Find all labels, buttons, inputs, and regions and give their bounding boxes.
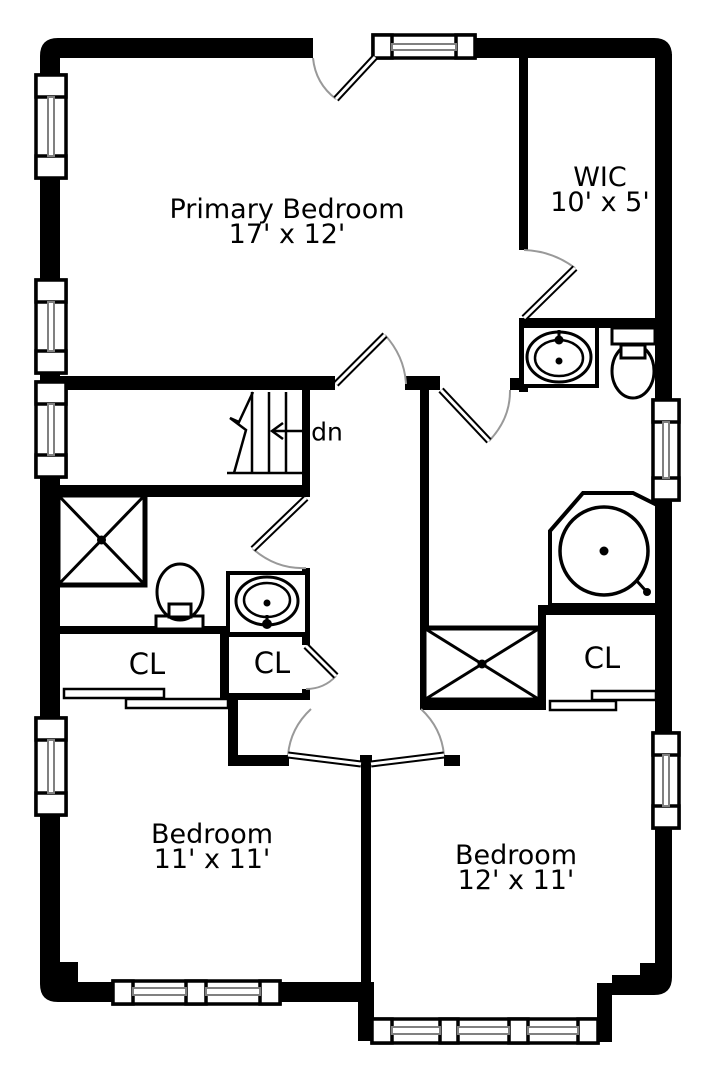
door-balcony [313, 57, 375, 99]
window-left-2 [36, 280, 66, 373]
room-label-wic [550, 164, 650, 216]
window-bay-triple [372, 1019, 598, 1043]
sliding-door-closet-right [550, 691, 656, 710]
closet-label-right: CL [583, 641, 621, 675]
window-right-1 [653, 400, 679, 500]
window-right-2 [653, 733, 679, 828]
stair-break-line [230, 392, 253, 473]
stair-down-arrow [272, 423, 303, 439]
stairs-down-label: dn [311, 417, 343, 447]
window-left-1 [36, 75, 66, 178]
wic-dims: 10' x 5' [550, 187, 650, 218]
bedroom-right-dims: 12' x 11' [457, 865, 575, 896]
door-primary-bath [441, 390, 510, 441]
door-hall-bath [253, 498, 306, 568]
stairs [227, 392, 303, 473]
window-left-3 [36, 382, 66, 477]
door-wic [524, 250, 575, 318]
room-label-primary-bedroom [169, 196, 404, 248]
window-left-4 [36, 718, 66, 815]
toilet-icon-ensuite [612, 328, 655, 398]
window-top [373, 35, 475, 58]
door-closet-mid [306, 646, 336, 689]
bedroom-right-name: Bedroom [454, 840, 578, 871]
door-primary-bedroom [336, 335, 406, 384]
primary-bedroom-name: Primary Bedroom [169, 194, 405, 225]
shower-icon-hall-bath [58, 495, 145, 585]
bedroom-left-dims: 11' x 11' [153, 844, 271, 875]
sink-icon-hall-bath [228, 573, 307, 634]
closet-label-left: CL [128, 647, 166, 681]
door-bedroom-right [371, 709, 444, 764]
bedroom-left-name: Bedroom [150, 819, 274, 850]
sliding-door-closet-left [64, 689, 228, 708]
closet-label-mid: CL [253, 646, 291, 680]
shower-icon-primary-bath [424, 628, 540, 700]
bathtub-icon [550, 493, 657, 605]
window-bottom-double [113, 981, 280, 1004]
room-label-bedroom-right [455, 842, 577, 894]
sink-icon-ensuite [522, 326, 597, 386]
door-bedroom-left [288, 709, 361, 764]
room-label-bedroom-left [151, 821, 273, 873]
primary-bedroom-dims: 17' x 12' [228, 219, 346, 250]
toilet-icon-hall-bath [156, 564, 203, 629]
wic-name: WIC [573, 162, 627, 193]
